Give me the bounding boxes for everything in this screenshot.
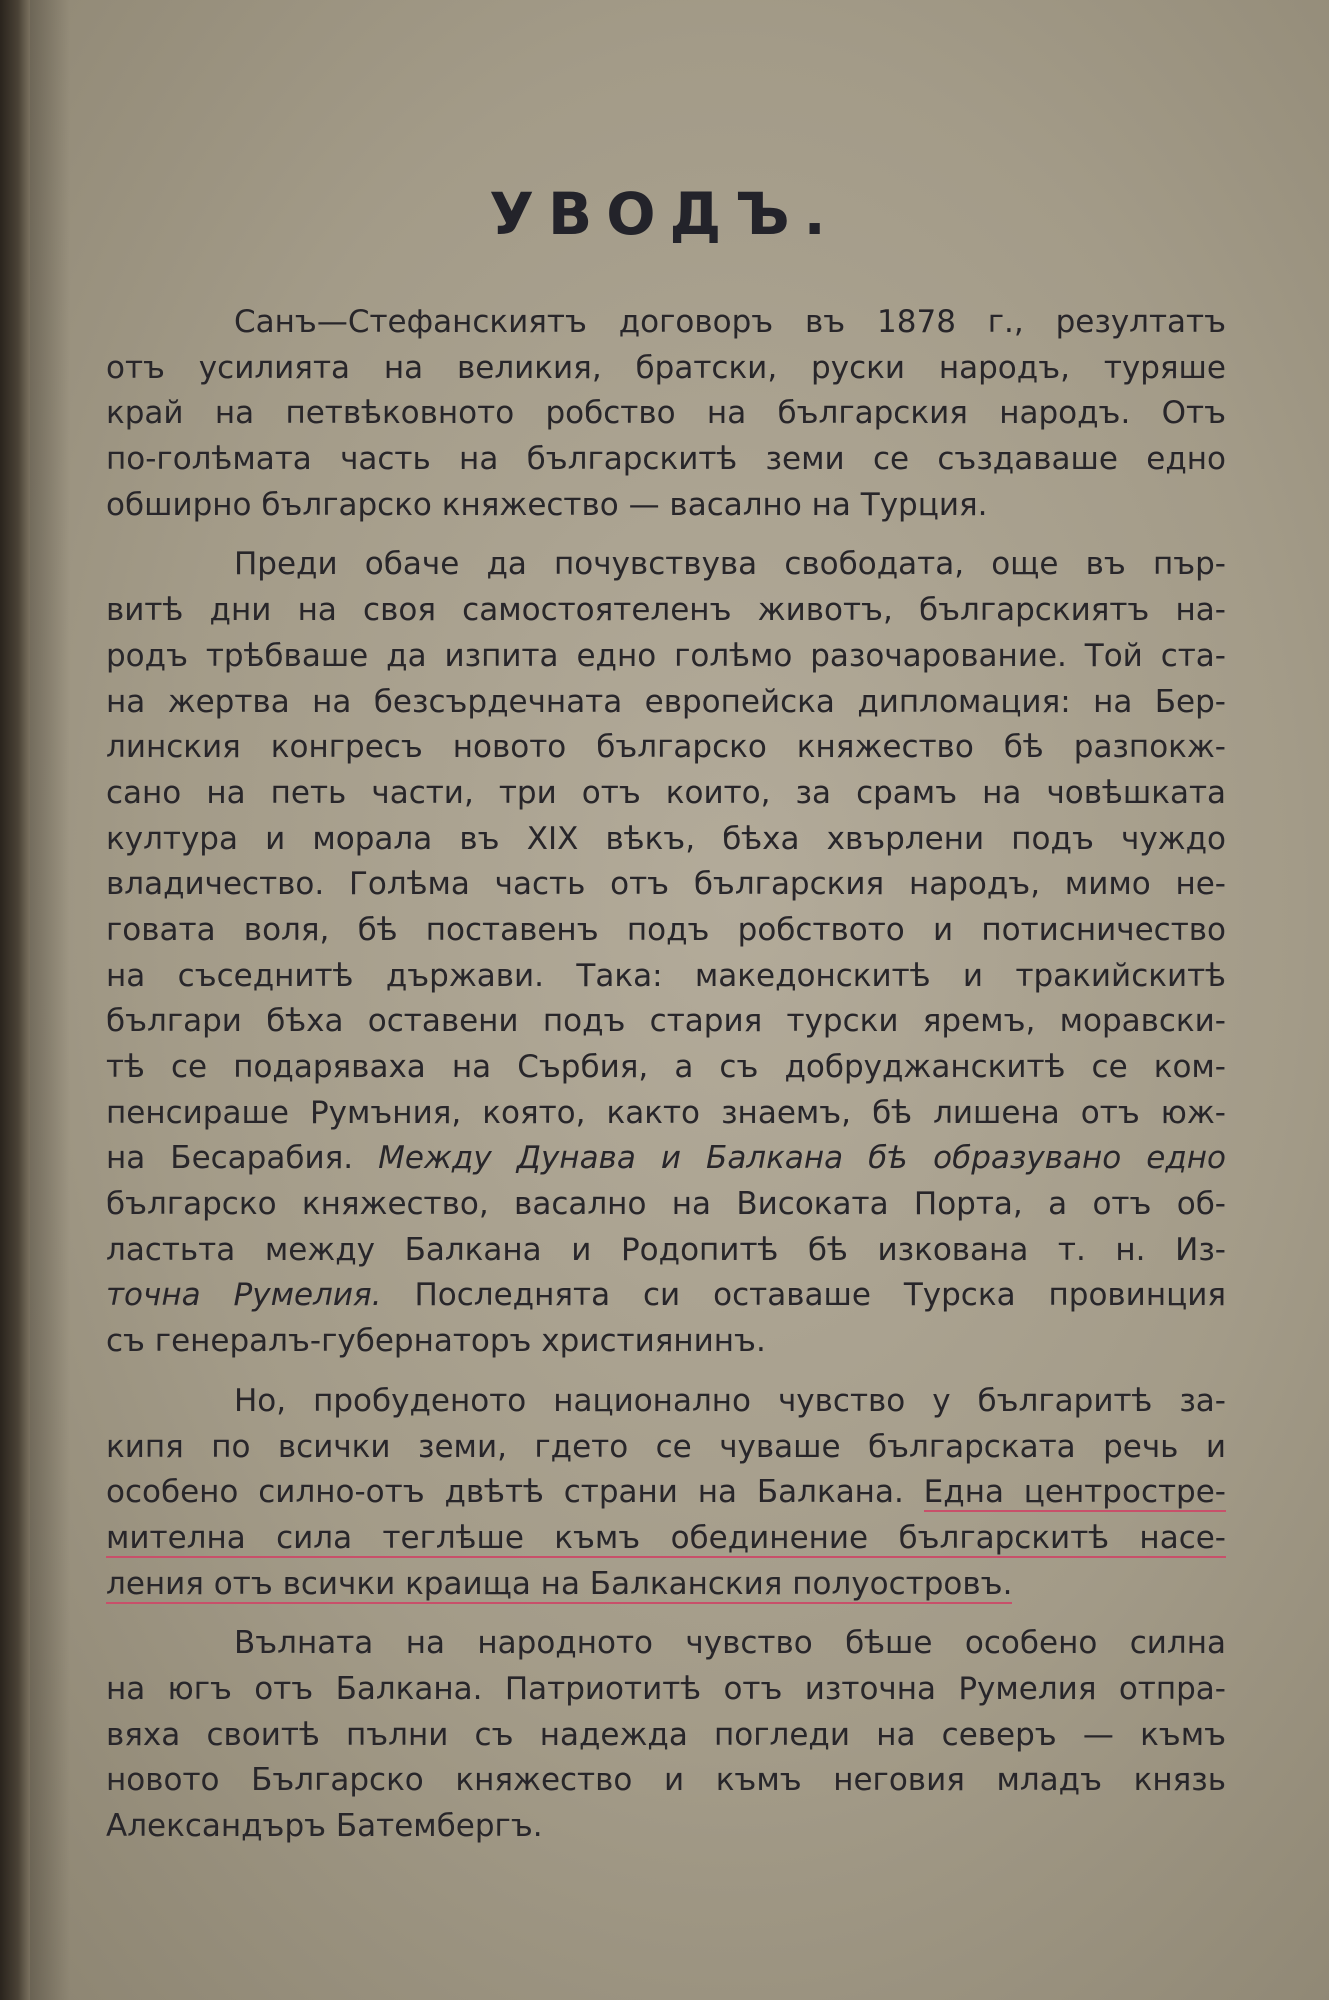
text-line: новото Българско княжество и къмъ неговия младъ князь bbox=[106, 1762, 1226, 1799]
text-line: обширно българско княжество — васално на Турция. bbox=[106, 486, 988, 523]
paragraph-2 bbox=[106, 542, 1226, 1364]
text-line bbox=[106, 1562, 1226, 1608]
text-line: сано на петь части, три отъ които, за срамъ на човѣшката bbox=[106, 774, 1226, 811]
underlined-text: ления отъ всички краища на Балканския полуостровъ. bbox=[106, 1565, 1013, 1602]
text-line: съ генералъ-губернаторъ християнинъ. bbox=[106, 1323, 766, 1360]
paragraph-1 bbox=[106, 300, 1226, 528]
text-line: отъ усилията на великия, братски, руски народъ, туряше bbox=[106, 349, 1226, 386]
text-fragment: особено силно-отъ двѣтѣ страни на Балкана. bbox=[106, 1474, 904, 1511]
underlined-text: мителна сила теглѣше къмъ обединение българскитѣ насе- bbox=[106, 1519, 1226, 1556]
text-line: на жертва на безсърдечната европейска дипломация: на Бер- bbox=[106, 683, 1226, 720]
spine-shadow bbox=[30, 0, 70, 2000]
text-line: кипя по всички земи, гдето се чуваше българската речь и bbox=[106, 1428, 1226, 1465]
text-line: Вълната на народното чувство бѣше особено силна bbox=[234, 1625, 1226, 1662]
text-line: пенсираше Румъния, която, както знаемъ, бѣ лишена отъ юж- bbox=[106, 1094, 1226, 1131]
text-line: Но, пробуденото национално чувство у българитѣ за- bbox=[234, 1382, 1226, 1419]
text-line: ластьта между Балкана и Родопитѣ бѣ изкована т. н. Из- bbox=[106, 1231, 1226, 1268]
text-line: Преди обаче да почувствува свободата, още въ пър- bbox=[234, 546, 1226, 583]
text-line: на съседнитѣ държави. Така: македонскитѣ и тракийскитѣ bbox=[106, 957, 1226, 994]
underlined-fragment: Една центростре- bbox=[923, 1474, 1226, 1511]
paragraph-4 bbox=[106, 1621, 1226, 1849]
text-line-mixed bbox=[106, 1273, 1226, 1319]
text-line: българи бѣха оставени подъ стария турски яремъ, моравски- bbox=[106, 1003, 1226, 1040]
text-line-mixed bbox=[106, 1136, 1226, 1182]
text-line: владичество. Голѣма часть отъ българския народъ, мимо не- bbox=[106, 866, 1226, 903]
italic-fragment: Между Дунава и Балкана бѣ образувано едно bbox=[378, 1140, 1226, 1177]
text-line: Санъ—Стефанскиятъ договоръ въ 1878 г., резултатъ bbox=[234, 304, 1226, 340]
text-line: край на петвѣковното робство на българския народъ. Отъ bbox=[106, 395, 1226, 432]
text-line: тѣ се подаряваха на Сърбия, а съ добруджанскитѣ се ком- bbox=[106, 1049, 1226, 1085]
text-line bbox=[106, 1516, 1226, 1562]
text-line: Александъръ Батембергъ. bbox=[106, 1808, 543, 1844]
text-line-mixed bbox=[106, 1470, 1226, 1516]
text-line: витѣ дни на своя самостоятеленъ животъ, българскиятъ на- bbox=[106, 592, 1226, 629]
italic-fragment: точна Румелия. bbox=[106, 1277, 382, 1314]
chapter-title: УВОДЪ. bbox=[489, 180, 840, 248]
text-line: на югъ отъ Балкана. Патриотитѣ отъ източна Румелия отпра- bbox=[106, 1670, 1226, 1707]
text-fragment: на Бесарабия. bbox=[106, 1140, 354, 1177]
book-spine bbox=[0, 0, 30, 2000]
text-line: вяха своитѣ пълни съ надежда погледи на северъ — къмъ bbox=[106, 1716, 1226, 1753]
body-text bbox=[106, 300, 1226, 1864]
text-line: по-голѣмата часть на българскитѣ земи се създаваше едно bbox=[106, 441, 1226, 478]
paragraph-3 bbox=[106, 1379, 1226, 1607]
text-line: родъ трѣбваше да изпита едно голѣмо разочарование. Той ста- bbox=[106, 637, 1226, 674]
text-line: българско княжество, васално на Високата Порта, а отъ об- bbox=[106, 1186, 1226, 1223]
text-line: говата воля, бѣ поставенъ подъ робството и потисничество bbox=[106, 911, 1226, 948]
text-line: линския конгресъ новото българско княжество бѣ разпокж- bbox=[106, 729, 1226, 766]
text-fragment: Последнята си оставаше Турска провинция bbox=[414, 1277, 1226, 1314]
text-line: култура и морала въ XIX вѣкъ, бѣха хвърлени подъ чуждо bbox=[106, 820, 1226, 857]
